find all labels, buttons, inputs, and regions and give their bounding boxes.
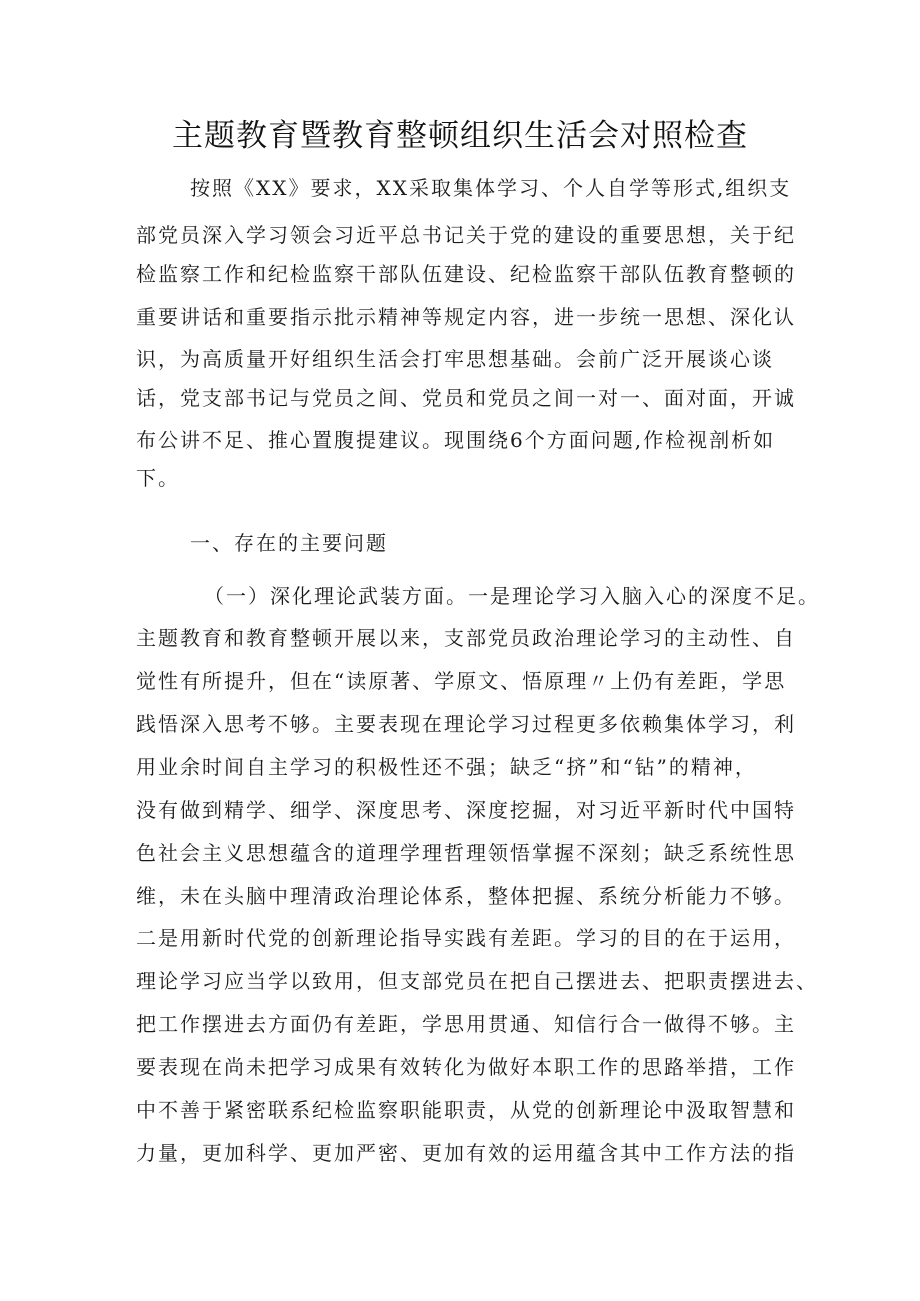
intro-line: 识，为高质量开好组织生活会打牢思想基础。会前广泛开展谈心谈 — [136, 347, 774, 371]
intro-line: 话，党支部书记与党员之间、党员和党员之间一对一、面对面，开诚 — [136, 386, 796, 410]
body-line: 二是用新时代党的创新理论指导实践有差距。学习的目的在于运用， — [136, 926, 796, 950]
section-heading: 一、存在的主要问题 — [190, 531, 388, 555]
body-line: 力量，更加科学、更加严密、更加有效的运用蕴含其中工作方法的指 — [136, 1141, 796, 1165]
body-line: 践悟深入思考不够。主要表现在理论学习过程更多依赖集体学习，利 — [136, 712, 796, 736]
intro-line: 检监察工作和纪检监察干部队伍建设、纪检监察干部队伍教育整顿的 — [136, 262, 796, 286]
intro-line: 布公讲不足、推心置腹提建议。现围绕6个方面问题,作检视剖析如 — [136, 428, 776, 452]
intro-line: 部党员深入学习领会习近平总书记关于党的建设的重要思想，关于纪 — [136, 223, 796, 247]
body-line: 主题教育和教育整顿开展以来，支部党员政治理论学习的主动性、自 — [136, 626, 796, 650]
body-line: 要表现在尚未把学习成果有效转化为做好本职工作的思路举措，工作 — [136, 1055, 796, 1079]
body-line: 理论学习应当学以致用，但支部党员在把自己摆进去、把职责摆进去、 — [136, 969, 818, 993]
body-line: 用业余时间自主学习的积极性还不强；缺乏“挤”和“钻”的精神， — [136, 755, 757, 779]
document-title: 主题教育暨教育整顿组织生活会对照检查 — [172, 118, 748, 154]
body-line: 色社会主义思想蕴含的道理学理哲理领悟掌握不深刻；缺乏系统性思 — [136, 841, 796, 865]
intro-line: 按照《XX》要求，XX采取集体学习、个人自学等形式,组织支 — [190, 176, 792, 200]
body-line: 中不善于紧密联系纪检监察职能职责，从党的创新理论中汲取智慧和 — [136, 1098, 796, 1122]
intro-line: 重要讲话和重要指示批示精神等规定内容，进一步统一思想、深化认 — [136, 305, 796, 329]
body-line: 觉性有所提升，但在“读原著、学原文、悟原理〃上仍有差距，学思 — [136, 669, 787, 693]
body-line: 没有做到精学、细学、深度思考、深度挖掘，对习近平新时代中国特 — [136, 798, 796, 822]
body-line: 把工作摆进去方面仍有差距，学思用贯通、知信行合一做得不够。主 — [136, 1012, 796, 1036]
body-line: 维，未在头脑中理清政治理论体系，整体把握、系统分析能力不够。 — [136, 884, 796, 908]
intro-line: 下。 — [136, 466, 180, 490]
body-line: （一）深化理论武装方面。一是理论学习入脑入心的深度不足。 — [204, 584, 820, 608]
